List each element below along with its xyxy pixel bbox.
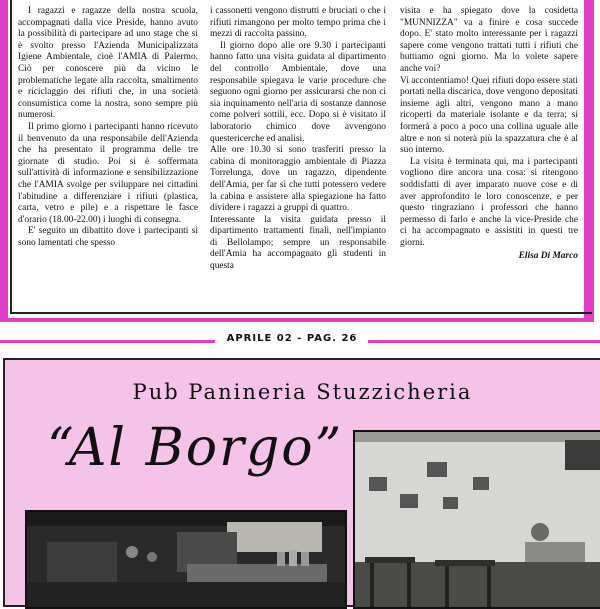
pub-interior-photo-bar xyxy=(25,510,347,609)
page-label: APRILE 02 - PAG. 26 xyxy=(226,333,358,344)
paragraph: visita e ha spiegato dove la cosidetta "MUNNIZZA" va a finire e cosa succede dopo. E' stato molto interessante per i ragazzi sapere come vengono trattati tutti i rifiuti che buttiamo ogni giorno. Ma lo volete sapere anche voi? xyxy=(400,6,578,74)
footer-rule-right xyxy=(368,340,600,343)
paragraph: La visita è terminata qui, ma i partecipanti vogliono dire ancora una cosa: si ritengono soddisfatti di aver imparato nuove cose e di aver approfondito le loro conoscenze, e per questo ringraziano i professori che hanno permesso di farlo e anche la vice-Preside che ci ha accompagnato e assistiti in questi tre giorni. xyxy=(400,156,578,248)
paragraph: E' seguito un dibattito dove i partecipanti si sono lamentati che spesso xyxy=(18,226,198,248)
bar-photo-illustration xyxy=(27,512,345,607)
magenta-border-bottom xyxy=(0,318,594,322)
paragraph: Alle ore 10.30 si sono trasferiti presso la cabina di monitoraggio ambientale di Piazza Torrelunga, dove un ragazzo, dipendente dell'Amia, per far sì che tutti potessero vedere la cabina e assistere alla spiegazione ha fatto dividere i ragazzi a gruppi di quattro. xyxy=(210,145,386,214)
article-column-1 xyxy=(18,6,198,249)
paragraph: Interessante la visita guidata presso il dipartimento trattamenti finali, nell'impianto di Bellolampo; sempre un responsabile dell'Amia ha accompagnato gli studenti in questa xyxy=(210,214,386,272)
pub-interior-photo-dining xyxy=(353,430,600,609)
article-column-3 xyxy=(400,6,578,263)
advertisement xyxy=(3,358,600,607)
paragraph: Vi accontentiamo! Quei rifiuti dopo essere stati portati nella discarica, dove vengono depositati insieme agli altri, vengono mano a mano ricoperti da materiale isolante e da terra; si formerà a poco a poco una collina uguale alle altre e non si noterà più la spazzatura che è al suo interno. xyxy=(400,75,578,156)
author-signature: Elisa Di Marco xyxy=(518,251,578,262)
ad-business-name: “Al Borgo” xyxy=(47,418,344,478)
article-body xyxy=(18,6,578,306)
ad-tagline: Pub Panineria Stuzzicheria xyxy=(132,380,473,404)
paragraph: Il giorno dopo alle ore 9.30 i partecipanti hanno fatto una visita guidata al dipartimento del controllo Ambientale, dove una responsabile spiegava le varie procedure che seguono ogni giorno per assicurarsi che non ci sia inquinamento nell'aria di sostanze dannose come polveri sottili, ecc. Dopo si è visitato il laboratorio chimico dove avvengono questericerche ed analisi. xyxy=(210,40,386,144)
paragraph: Il primo giorno i partecipanti hanno ricevuto il benvenuto da una responsabile dell'Azienda che ha presentato il programma delle tre giornate di studio. Poi si è soffermata sull'attività di informazione e sensibilizzazione che l'AMIA svolge per sviluppare nei cittadini l'abitudine a differenziare i rifiuti (plastica, carta, vetro e pile) e a rispettare le fasce d'orario (18.00-22.00) i luoghi di consegna. xyxy=(18,121,198,225)
magenta-border-left xyxy=(0,0,8,322)
paragraph: I ragazzi e ragazze della nostra scuola, accompagnati dalla vice Preside, hanno avuto la possibilità di partecipare ad uno stage che si è svolto presso l'Azienda Municipalizzata Igiene Ambientale, cioè l'AMIA di Palermo. Ciò per conoscere più da vicino le problematiche legate alla raccolta, smaltimento e riciclaggio dei rifiuti che, in una società consumistica come la nostra, sono sempre più numerosi. xyxy=(18,6,198,121)
dining-photo-illustration xyxy=(355,432,600,607)
article-column-2 xyxy=(210,6,386,273)
footer-rule-left xyxy=(0,340,215,343)
paragraph: i cassonetti vengono distrutti e bruciati o che i rifiuti rimangono per molto tempo prima che i mezzi di raccolta passino. xyxy=(210,6,386,40)
